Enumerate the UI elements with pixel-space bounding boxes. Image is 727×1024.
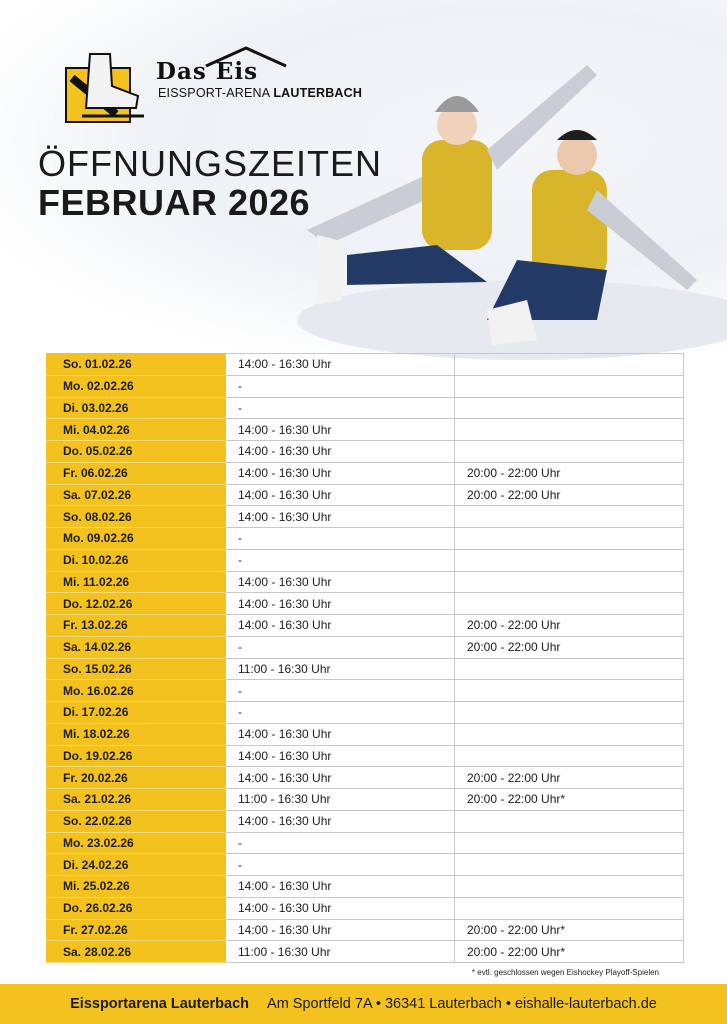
day-cell: Mo. 23.02.26: [47, 832, 226, 854]
slot1-cell: 14:00 - 16:30 Uhr: [226, 462, 455, 484]
day-cell: Mo. 16.02.26: [47, 680, 226, 702]
day-cell: Fr. 13.02.26: [47, 615, 226, 637]
table-row: [47, 397, 684, 419]
slot2-cell: 20:00 - 22:00 Uhr*: [455, 919, 684, 941]
table-row: [47, 441, 684, 463]
slot1-cell: -: [226, 375, 455, 397]
slot2-cell: [455, 506, 684, 528]
slot1-cell: 11:00 - 16:30 Uhr: [226, 941, 455, 963]
slot2-cell: 20:00 - 22:00 Uhr: [455, 636, 684, 658]
day-cell: Fr. 27.02.26: [47, 919, 226, 941]
slot2-cell: [455, 593, 684, 615]
slot1-cell: 11:00 - 16:30 Uhr: [226, 658, 455, 680]
slot2-cell: 20:00 - 22:00 Uhr*: [455, 789, 684, 811]
logo-subtitle: [158, 86, 362, 100]
table-row: [47, 419, 684, 441]
slot1-cell: 14:00 - 16:30 Uhr: [226, 876, 455, 898]
table-row: [47, 375, 684, 397]
slot2-cell: [455, 549, 684, 571]
day-cell: So. 22.02.26: [47, 810, 226, 832]
table-row: [47, 615, 684, 637]
table-row: [47, 854, 684, 876]
slot1-cell: 14:00 - 16:30 Uhr: [226, 441, 455, 463]
day-cell: Mi. 18.02.26: [47, 723, 226, 745]
slot2-cell: [455, 571, 684, 593]
table-row: [47, 767, 684, 789]
table-row: [47, 941, 684, 963]
footer-bar: [0, 984, 727, 1024]
footer-address: Am Sportfeld 7A • 36341 Lauterbach • eishalle-lauterbach.de: [267, 996, 657, 1012]
day-cell: Mo. 02.02.26: [47, 375, 226, 397]
table-row: [47, 810, 684, 832]
day-cell: Sa. 21.02.26: [47, 789, 226, 811]
slot1-cell: 14:00 - 16:30 Uhr: [226, 919, 455, 941]
table-row: [47, 919, 684, 941]
day-cell: Fr. 20.02.26: [47, 767, 226, 789]
table-row: [47, 658, 684, 680]
day-cell: Di. 03.02.26: [47, 397, 226, 419]
day-cell: Mi. 04.02.26: [47, 419, 226, 441]
day-cell: So. 08.02.26: [47, 506, 226, 528]
table-row: [47, 354, 684, 376]
day-cell: Mo. 09.02.26: [47, 528, 226, 550]
slot2-cell: 20:00 - 22:00 Uhr: [455, 462, 684, 484]
slot1-cell: 14:00 - 16:30 Uhr: [226, 419, 455, 441]
day-cell: So. 01.02.26: [47, 354, 226, 376]
slot2-cell: [455, 897, 684, 919]
slot1-cell: -: [226, 636, 455, 658]
table-row: [47, 832, 684, 854]
logo-title: Das Eis: [156, 58, 259, 85]
slot2-cell: 20:00 - 22:00 Uhr*: [455, 941, 684, 963]
day-cell: Di. 10.02.26: [47, 549, 226, 571]
day-cell: So. 15.02.26: [47, 658, 226, 680]
slot1-cell: 14:00 - 16:30 Uhr: [226, 593, 455, 615]
day-cell: Do. 12.02.26: [47, 593, 226, 615]
slot2-cell: [455, 745, 684, 767]
day-cell: Fr. 06.02.26: [47, 462, 226, 484]
slot2-cell: [455, 832, 684, 854]
day-cell: Di. 24.02.26: [47, 854, 226, 876]
slot2-cell: [455, 680, 684, 702]
slot1-cell: -: [226, 702, 455, 724]
slot1-cell: -: [226, 528, 455, 550]
slot2-cell: [455, 723, 684, 745]
slot2-cell: [455, 354, 684, 376]
slot1-cell: -: [226, 680, 455, 702]
slot2-cell: [455, 854, 684, 876]
footnote: * evtl. geschlossen wegen Eishockey Playoff-Spielen: [471, 968, 659, 977]
table-row: [47, 636, 684, 658]
logo-subtitle-city: LAUTERBACH: [273, 86, 363, 100]
day-cell: Sa. 07.02.26: [47, 484, 226, 506]
slot1-cell: 14:00 - 16:30 Uhr: [226, 571, 455, 593]
footer-venue-name: Eissportarena Lauterbach: [70, 996, 250, 1012]
slot1-cell: 14:00 - 16:30 Uhr: [226, 767, 455, 789]
table-row: [47, 506, 684, 528]
slot2-cell: [455, 397, 684, 419]
day-cell: Di. 17.02.26: [47, 702, 226, 724]
slot1-cell: 14:00 - 16:30 Uhr: [226, 745, 455, 767]
slot1-cell: 14:00 - 16:30 Uhr: [226, 723, 455, 745]
table-row: [47, 549, 684, 571]
slot2-cell: [455, 810, 684, 832]
slot2-cell: [455, 702, 684, 724]
table-row: [47, 571, 684, 593]
page-subtitle: FEBRUAR 2026: [38, 182, 311, 223]
slot1-cell: -: [226, 397, 455, 419]
opening-hours-table: [46, 353, 684, 963]
slot1-cell: 14:00 - 16:30 Uhr: [226, 897, 455, 919]
slot1-cell: 14:00 - 16:30 Uhr: [226, 484, 455, 506]
day-cell: Do. 26.02.26: [47, 897, 226, 919]
slot2-cell: [455, 441, 684, 463]
slot2-cell: 20:00 - 22:00 Uhr: [455, 484, 684, 506]
table-row: [47, 462, 684, 484]
slot1-cell: -: [226, 832, 455, 854]
table-row: [47, 680, 684, 702]
slot2-cell: [455, 528, 684, 550]
slot2-cell: [455, 876, 684, 898]
table-row: [47, 745, 684, 767]
logo-subtitle-prefix: EISSPORT-ARENA: [158, 86, 274, 100]
day-cell: Mi. 25.02.26: [47, 876, 226, 898]
slot1-cell: -: [226, 854, 455, 876]
day-cell: Do. 19.02.26: [47, 745, 226, 767]
slot1-cell: 14:00 - 16:30 Uhr: [226, 354, 455, 376]
day-cell: Sa. 14.02.26: [47, 636, 226, 658]
table-row: [47, 876, 684, 898]
page-title: ÖFFNUNGSZEITEN: [38, 143, 382, 184]
table-row: [47, 593, 684, 615]
table-row: [47, 723, 684, 745]
table-row: [47, 484, 684, 506]
day-cell: Sa. 28.02.26: [47, 941, 226, 963]
slot1-cell: 14:00 - 16:30 Uhr: [226, 810, 455, 832]
slot1-cell: 11:00 - 16:30 Uhr: [226, 789, 455, 811]
slot2-cell: [455, 375, 684, 397]
day-cell: Mi. 11.02.26: [47, 571, 226, 593]
table-row: [47, 702, 684, 724]
slot2-cell: 20:00 - 22:00 Uhr: [455, 767, 684, 789]
table-row: [47, 528, 684, 550]
slot2-cell: [455, 658, 684, 680]
day-cell: Do. 05.02.26: [47, 441, 226, 463]
table-row: [47, 897, 684, 919]
slot1-cell: 14:00 - 16:30 Uhr: [226, 615, 455, 637]
slot1-cell: 14:00 - 16:30 Uhr: [226, 506, 455, 528]
slot2-cell: 20:00 - 22:00 Uhr: [455, 615, 684, 637]
slot1-cell: -: [226, 549, 455, 571]
table-row: [47, 789, 684, 811]
slot2-cell: [455, 419, 684, 441]
